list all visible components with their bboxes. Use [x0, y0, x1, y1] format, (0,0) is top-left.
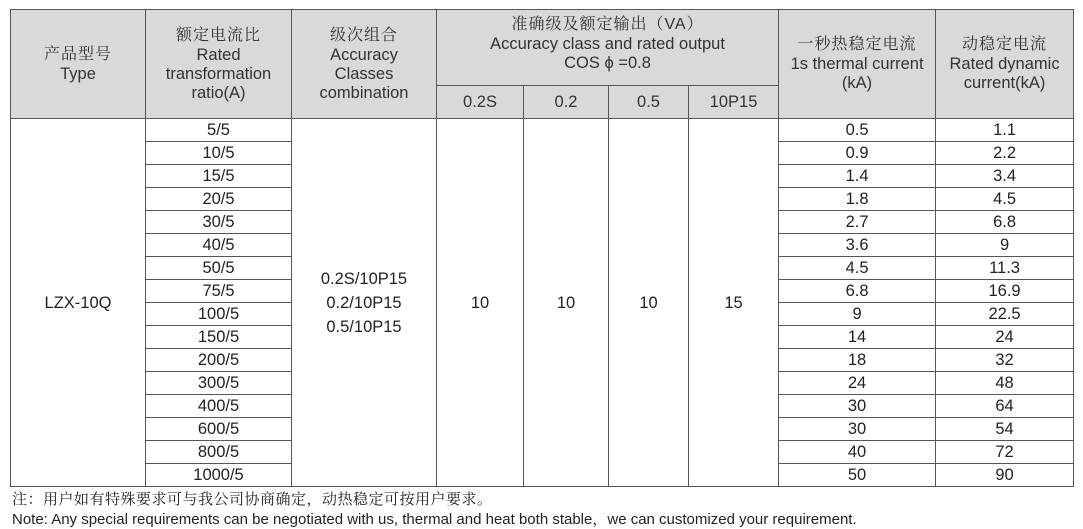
thermal-cell: 1.8 [779, 188, 936, 211]
ratio-cell: 20/5 [146, 188, 292, 211]
table-row [11, 119, 1074, 142]
dynamic-cell: 4.5 [936, 188, 1074, 211]
thermal-cell: 3.6 [779, 234, 936, 257]
dynamic-cell: 32 [936, 349, 1074, 372]
header-dynamic [936, 10, 1074, 119]
ratio-cell: 600/5 [146, 418, 292, 441]
dynamic-cell: 9 [936, 234, 1074, 257]
dynamic-cell: 6.8 [936, 211, 1074, 234]
classes-value: 0.2S/10P15 [320, 269, 408, 288]
dynamic-cell: 11.3 [936, 257, 1074, 280]
dynamic-cell: 24 [936, 326, 1074, 349]
classes-cell [292, 119, 437, 487]
header-output [437, 10, 779, 86]
note-cn: 注：用户如有特殊要求可与我公司协商确定，动热稳定可按用户要求。 [12, 491, 493, 508]
thermal-cell: 14 [779, 326, 936, 349]
classes-value: 0.2/10P15 [326, 293, 402, 312]
dynamic-cell: 16.9 [936, 280, 1074, 303]
header-dynamic-en1: Rated dynamic [949, 55, 1060, 73]
spec-table-container [10, 9, 1073, 487]
header-thermal-en2: (kA) [841, 74, 873, 92]
thermal-cell: 40 [779, 441, 936, 464]
thermal-cell: 1.4 [779, 165, 936, 188]
ratio-cell: 40/5 [146, 234, 292, 257]
ratio-cell: 800/5 [146, 441, 292, 464]
ratio-cell: 300/5 [146, 372, 292, 395]
header-type-cn: 产品型号 [43, 45, 112, 63]
header-output-0-2s: 0.2S [437, 86, 524, 119]
dynamic-cell: 64 [936, 395, 1074, 418]
header-type-en: Type [60, 64, 96, 83]
thermal-cell: 0.5 [779, 119, 936, 142]
ratio-cell: 100/5 [146, 303, 292, 326]
output-0-2s-cell: 10 [437, 119, 524, 487]
thermal-cell: 6.8 [779, 280, 936, 303]
header-classes-cn: 级次组合 [329, 26, 398, 44]
header-ratio-cn: 额定电流比 [175, 26, 261, 44]
ratio-cell: 400/5 [146, 395, 292, 418]
header-output-0-5: 0.5 [609, 86, 689, 119]
header-classes-en2: Classes [334, 64, 394, 83]
ratio-cell: 75/5 [146, 280, 292, 303]
ratio-cell: 200/5 [146, 349, 292, 372]
thermal-cell: 0.9 [779, 142, 936, 165]
output-0-2-cell: 10 [524, 119, 609, 487]
header-dynamic-en2: current(kA) [963, 74, 1046, 92]
ratio-cell: 30/5 [146, 211, 292, 234]
thermal-cell: 2.7 [779, 211, 936, 234]
dynamic-cell: 22.5 [936, 303, 1074, 326]
dynamic-cell: 54 [936, 418, 1074, 441]
ratio-cell: 15/5 [146, 165, 292, 188]
thermal-cell: 50 [779, 464, 936, 487]
classes-value: 0.5/10P15 [326, 317, 402, 336]
header-dynamic-cn: 动稳定电流 [962, 36, 1048, 53]
dynamic-cell: 90 [936, 464, 1074, 487]
header-output-en1: Accuracy class and rated output [490, 35, 725, 53]
ratio-cell: 10/5 [146, 142, 292, 165]
thermal-cell: 18 [779, 349, 936, 372]
thermal-cell: 4.5 [779, 257, 936, 280]
ratio-cell: 1000/5 [146, 464, 292, 487]
dynamic-cell: 1.1 [936, 119, 1074, 142]
thermal-cell: 30 [779, 418, 936, 441]
header-thermal-en1: 1s thermal current [790, 55, 924, 73]
output-10p15-cell: 15 [689, 119, 779, 487]
ratio-cell: 5/5 [146, 119, 292, 142]
dynamic-cell: 2.2 [936, 142, 1074, 165]
dynamic-cell: 72 [936, 441, 1074, 464]
table-body [11, 119, 1074, 487]
type-cell: LZX-10Q [11, 119, 146, 487]
ratio-cell: 50/5 [146, 257, 292, 280]
thermal-cell: 9 [779, 303, 936, 326]
thermal-cell: 30 [779, 395, 936, 418]
spec-table [10, 9, 1074, 487]
dynamic-cell: 3.4 [936, 165, 1074, 188]
output-0-5-cell: 10 [609, 119, 689, 487]
thermal-cell: 24 [779, 372, 936, 395]
header-output-10p15: 10P15 [689, 86, 779, 119]
header-ratio-en2: transformation [165, 64, 272, 83]
header-classes [292, 10, 437, 119]
header-output-cn: 准确级及额定输出（VA） [511, 16, 704, 33]
header-output-en2: COS ϕ =0.8 [564, 54, 651, 72]
header-output-0-2: 0.2 [524, 86, 609, 119]
ratio-cell: 150/5 [146, 326, 292, 349]
header-classes-en1: Accuracy [330, 45, 398, 64]
note-en: Note: Any special requirements can be negotiated with us, thermal and heat both stable，we can customized your requirement. [12, 511, 857, 528]
header-thermal [779, 10, 936, 119]
header-ratio-en3: ratio(A) [191, 83, 246, 102]
header-classes-en3: combination [319, 83, 409, 102]
dynamic-cell: 48 [936, 372, 1074, 395]
header-ratio [146, 10, 292, 119]
header-type [11, 10, 146, 119]
header-ratio-en1: Rated [196, 45, 241, 64]
header-thermal-cn: 一秒热稳定电流 [797, 36, 917, 53]
